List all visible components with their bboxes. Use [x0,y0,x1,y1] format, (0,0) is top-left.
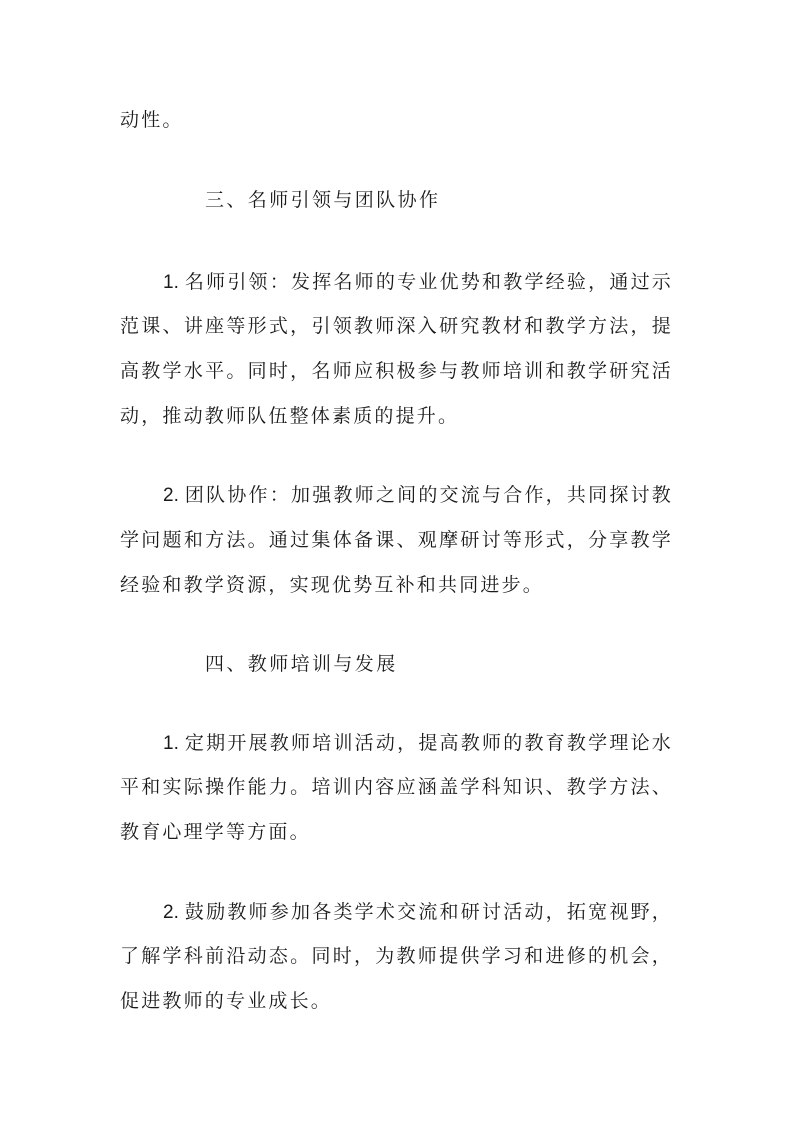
paragraph-line [163,731,673,756]
paragraph-line: 教育心理学等方面。 [120,821,311,843]
paragraph-line: 学问题和方法。通过集体备课、观摩研讨等形式，分享教学 [120,529,673,551]
carryover-text-content: 动性。 [120,109,184,131]
item-number: 1. [163,272,179,293]
paragraph-line: 经验和教学资源，实现优势互补和共同进步。 [120,574,545,596]
paragraph-line [163,270,673,295]
section-heading-3: 三、名师引领与团队协作 [205,189,441,211]
paragraph-line: 高教学水平。同时，名师应积极参与教师培训和教学研究活 [120,360,673,382]
item-number: 1. [163,733,179,754]
line-text: 团队协作：加强教师之间的交流与合作，共同探讨教 [184,484,673,506]
paragraph-line [163,900,673,925]
paragraph-line [163,483,673,508]
paragraph-line: 了解学科前沿动态。同时，为教师提供学习和进修的机会， [120,945,673,967]
item-number: 2. [163,902,179,923]
carryover-text [120,108,673,132]
line-text: 定期开展教师培训活动，提高教师的教育教学理论水 [184,732,673,754]
line-text: 名师引领：发挥名师的专业优势和教学经验，通过示 [184,271,673,293]
paragraph-line: 平和实际操作能力。培训内容应涵盖学科知识、教学方法、 [120,776,673,798]
paragraph-line: 范课、讲座等形式，引领教师深入研究教材和教学方法，提 [120,315,673,337]
paragraph-line: 促进教师的专业成长。 [120,990,333,1012]
paragraph-line: 动，推动教师队伍整体素质的提升。 [120,405,460,427]
line-text: 鼓励教师参加各类学术交流和研讨活动，拓宽视野， [184,901,673,923]
section-heading-4: 四、教师培训与发展 [205,653,398,675]
item-number: 2. [163,485,179,506]
